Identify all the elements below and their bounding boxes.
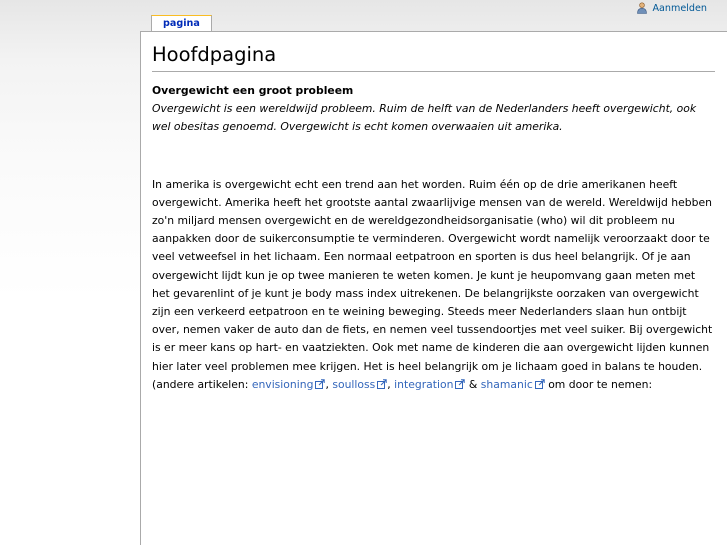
- article-body: [152, 82, 715, 394]
- link-soulloss[interactable]: [332, 378, 387, 391]
- personal-tools: [636, 0, 727, 16]
- tab-pagina[interactable]: pagina: [151, 15, 212, 32]
- lead-title: Overgewicht een groot probleem: [152, 84, 354, 97]
- link-shamanic[interactable]: [481, 378, 545, 391]
- separator-comma-1: ,: [325, 377, 333, 391]
- page-title: Hoofdpagina: [152, 42, 715, 72]
- link-shamanic-label: shamanic: [480, 377, 533, 391]
- main-paragraph: [152, 176, 715, 394]
- tail-text: om door te nemen:: [544, 377, 653, 391]
- blank-space: [152, 137, 715, 176]
- lead-text: Overgewicht is een wereldwijd probleem. Ruim de helft van de Nederlanders heeft overgewicht, ook wel obesitas genoemd. Overgewicht is echt komen overwaaien uit amerika.: [152, 102, 697, 134]
- main-paragraph-text: In amerika is overgewicht echt een trend aan het worden. Ruim één op de drie amerikanen heeft overgewicht. Amerika heeft het grootste aantal zwaarlijvige mensen van de wereld. Wereldwijd hebben zo'n miljard mensen overgewicht en de wereldgezondheidsorganisatie (who) wil dit probleem nu aanpakken door de suikerconsumptie te verminderen. Overgewicht wordt namelijk veroorzaakt door te veel vetweefsel in het lichaam. Een normaal eetpatroon en sporten is dus heel belangrijk. Of je aan overgewicht lijdt kun je op twee manieren te weten komen. Je kunt je heupomvang gaan meten met het gevarenlint of je kunt je body mass index uitrekenen. De belangrijkste oorzaken van overgewicht zijn een verkeerd eetpatroon en te weining beweging. Steeds meer Nederlanders slaan hun ontbijt over, nemen vaker de auto dan de fiets, en nemen veel tussendoortjes met veel suiker. Bij overgewicht is er meer kans op hart- en vaatziekten. Ook met name de kinderen die aan overgewicht lijden kunnen hier later veel problemen mee krijgen. Het is heel belangrijk om je lichaam goed in balans te houden. (andere artikelen:: [152, 177, 713, 391]
- external-link-icon: [535, 377, 545, 387]
- link-envisioning[interactable]: [252, 378, 326, 391]
- external-link-icon: [315, 377, 325, 387]
- external-link-icon: [455, 377, 465, 387]
- external-link-icon: [377, 377, 387, 387]
- separator-comma-2: ,: [387, 377, 395, 391]
- login-link[interactable]: Aanmelden: [652, 2, 707, 14]
- content-area: [140, 31, 727, 545]
- page-tabs: [151, 15, 212, 32]
- link-soulloss-label: soulloss: [332, 377, 376, 391]
- link-envisioning-label: envisioning: [251, 377, 314, 391]
- separator-amp: &: [465, 377, 481, 391]
- link-integration[interactable]: [394, 378, 465, 391]
- user-icon: [636, 2, 648, 14]
- link-integration-label: integration: [394, 377, 454, 391]
